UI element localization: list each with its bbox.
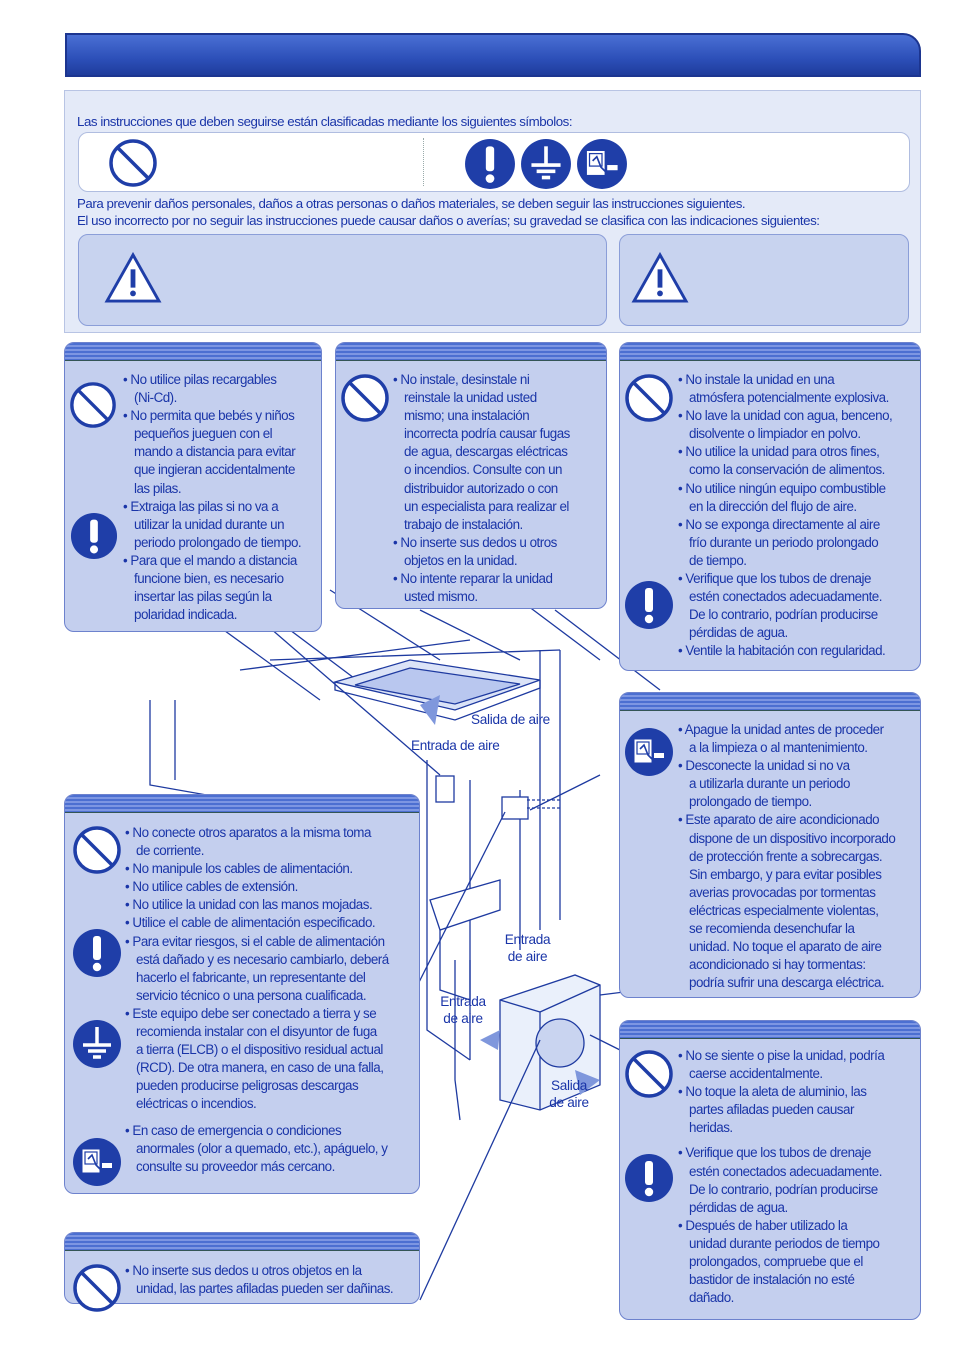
cleaning-list: • Apague la unidad antes de proceder a la limpieza o al mantenimiento. • Desconecte la unidad si no va a utilizarla durante un periodo prolongado de tiempo. • Este aparato de aire acondicionado dispone de un dispositivo incorporado de protección frente a sobrecargas. Sin embargo, y para evitar posibles averias provocadas por tormentas eléctricas especialmente violentas, se recomienda desenchufar la unidad. No toque el aparato de aire acondicionado si hay tormentas: podría sufrir una descarga eléctrica. bbox=[678, 722, 896, 991]
exclamation-icon bbox=[70, 512, 118, 560]
unplug-icon bbox=[72, 1137, 122, 1187]
unplug-icon bbox=[624, 727, 674, 777]
air-outlet-label-2: Salida de aire bbox=[549, 1078, 589, 1110]
prohibited-icon bbox=[624, 373, 674, 423]
prohibited-icon bbox=[69, 381, 117, 429]
air-inlet-label: Entrada de aire bbox=[411, 738, 500, 753]
air-inlet-label-3: Entrada de aire bbox=[440, 994, 486, 1026]
ground-icon bbox=[72, 1019, 122, 1069]
exclamation-icon bbox=[624, 580, 674, 630]
prohibited-icon bbox=[340, 373, 390, 423]
installation-prohibit-list: • No instale, desinstale ni reinstale la unidad usted mismo; una instalación incorrecta podría causar fugas de agua, descargas eléctricas o incendios. Consulte con un distribuidor autorizado o con un especialista para realizar el trabajo de instalación. • No inserte sus dedos u otros objetos en la unidad. • No intente reparar la unidad usted mismo. bbox=[393, 372, 570, 605]
outdoor-fin-list: • No inserte sus dedos u otros objetos en la unidad, las partes afiladas pueden ser dañinas. bbox=[125, 1263, 394, 1297]
indoor-warnings-list: • No instale la unidad en una atmósfera potencialmente explosiva. • No lave la unidad con agua, benceno, disolvente o limpiador en polvo. • No utilice la unidad para otros fines, como la conservación de alimentos. • No utilice ningún equipo combustible en la dirección del flujo de aire. • No se exponga directamente al aire frío durante un periodo prolongado de tiempo. • Verifique que los tubos de drenaje estén conectados adecuadamente. De lo contrario, podrían producirse pérdidas de agua. • Ventile la habitación con regularidad. bbox=[678, 372, 893, 659]
intro-line-3: El uso incorrecto por no seguir las instrucciones puede causar daños o averías; su gravedad se clasifica con las indicaciones siguientes: bbox=[77, 213, 820, 228]
power-list: • No conecte otros aparatos a la misma toma de corriente. • No manipule los cables de alimentación. • No utilice cables de extensión. • No utilice la unidad con las manos mojadas. • Utilice el cable de alimentación especificado. • Para evitar riesgos, si el cable de alimentación está dañado y es necesario cambiarlo, deberá hacerlo el fabricante, un representante del servicio técnico o una persona cualificada. • Este equipo debe ser conectado a tierra y se recomienda instalar con el disyuntor de fuga a tierra (ELCB) o el dispositivo residual actual (RCD). De otra manera, en caso de una falla, pueden producirse peligrosas descargas eléctricas o incendios. • En caso de emergencia o condiciones anormales (olor a quemado, etc.), apáguelo, y consulte su proveedor más cercano. bbox=[125, 825, 389, 1174]
remote-prohibit-list: • No utilice pilas recargables (Ni-Cd). • No permita que bebés y niños pequeños jueguen con el mando a distancia para evitar que ingieran accidentalmente las pilas. • Extraiga las pilas si no va a utilizar la unidad durante un periodo prolongado de tiempo. • Para que el mando a distancia funcione bien, es necesario insertar las pilas según la polaridad indicada. bbox=[123, 372, 302, 623]
air-inlet-label-2: Entrada de aire bbox=[504, 932, 551, 964]
prohibited-icon bbox=[72, 1263, 122, 1313]
prohibited-icon bbox=[624, 1049, 674, 1099]
exclamation-icon bbox=[624, 1153, 674, 1203]
prohibited-icon bbox=[72, 825, 122, 875]
exclamation-icon bbox=[72, 928, 122, 978]
air-outlet-label: Salida de aire bbox=[471, 712, 550, 727]
intro-line-1: Las instrucciones que deben seguirse están clasificadas mediante los siguientes símbolos: bbox=[77, 114, 573, 129]
intro-line-2: Para prevenir daños personales, daños a otras personas o daños materiales, se deben seguir las instrucciones siguientes. bbox=[77, 196, 746, 211]
outdoor-list: • No se siente o pise la unidad, podría caerse accidentalmente. • No toque la aleta de aluminio, las partes afiladas pueden causar heridas. • Verifique que los tubos de drenaje estén conectados adecuadamente. De lo contrario, podrían producirse pérdidas de agua. • Después de haber utilizado la unidad durante periodos de tiempo prolongados, compruebe que el bastidor de instalación no esté dañado. bbox=[678, 1048, 885, 1306]
